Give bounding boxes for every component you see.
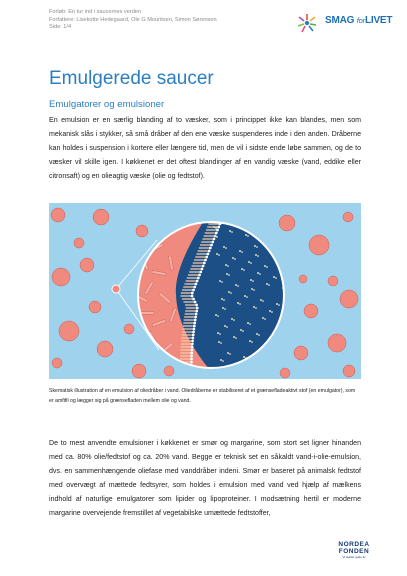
emulsifier-head (207, 253, 210, 256)
molecule-dot (264, 318, 266, 320)
molecule-dot (225, 247, 227, 249)
oil-droplet (280, 368, 290, 378)
emulsifier-head (203, 262, 206, 265)
oil-droplet (343, 212, 353, 222)
logo-word-livet: LIVET (364, 15, 393, 26)
molecule-dot (262, 317, 264, 319)
molecule-dot (239, 303, 241, 305)
molecule-dot (243, 269, 245, 271)
logo-word-for: for (356, 16, 365, 25)
molecule-dot (269, 310, 271, 312)
nordea-fonden-logo (334, 541, 374, 559)
oil-droplet (309, 235, 329, 255)
oil-droplet (124, 324, 134, 334)
molecule-dot (257, 272, 259, 274)
oil-droplet (304, 304, 318, 318)
molecule-dot (214, 235, 216, 237)
molecule-dot (257, 255, 259, 257)
molecule-dot (229, 353, 231, 355)
oil-droplet (97, 341, 113, 357)
oil-droplet (52, 268, 70, 286)
emulsifier-head (198, 274, 201, 277)
document-meta (49, 9, 217, 32)
molecule-dot (227, 265, 229, 267)
emulsifier-head (191, 295, 194, 298)
molecule-dot (218, 254, 220, 256)
emulsifier-head (190, 361, 193, 364)
molecule-dot (249, 323, 251, 325)
oil-droplet (89, 301, 101, 313)
molecule-dot (215, 227, 217, 229)
oil-droplet (343, 365, 355, 377)
emulsifier-head (192, 331, 195, 334)
molecule-dot (246, 296, 248, 298)
molecule-dot (275, 277, 277, 279)
molecule-dot (219, 333, 221, 335)
fat-rod (140, 312, 154, 315)
emulsifier-head (194, 319, 197, 322)
emulsifier-head (211, 241, 214, 244)
emulsifier-head (193, 328, 196, 331)
molecule-dot (233, 319, 235, 321)
zoomed-droplet (112, 285, 120, 293)
oil-droplet (299, 275, 307, 283)
molecule-dot (251, 341, 253, 343)
emulsifier-head (191, 292, 194, 295)
emulsifier-head (216, 229, 219, 232)
meta-line-page: Side: 1/4 (49, 24, 72, 31)
molecule-dot (260, 299, 262, 301)
nordea-logo-line1: NORDEA (338, 541, 370, 548)
molecule-dot (220, 359, 222, 361)
molecule-dot (253, 289, 255, 291)
emulsifier-head (190, 355, 193, 358)
molecule-dot (224, 325, 226, 327)
molecule-dot (221, 281, 223, 283)
molecule-dot (256, 246, 258, 248)
emulsifier-head (217, 226, 220, 229)
molecule-dot (249, 340, 251, 342)
molecule-dot (234, 258, 236, 260)
molecule-dot (232, 257, 234, 259)
emulsifier-head (192, 289, 195, 292)
molecule-dot (224, 308, 226, 310)
molecule-dot (250, 262, 252, 264)
molecule-dot (225, 264, 227, 266)
emulsifier-head (195, 313, 198, 316)
molecule-dot (235, 284, 237, 286)
emulsifier-head (195, 310, 198, 313)
molecule-dot (247, 235, 249, 237)
oil-droplet (340, 290, 358, 308)
molecule-dot (256, 333, 258, 335)
molecule-dot (223, 246, 225, 248)
molecule-dot (245, 234, 247, 236)
molecule-dot (242, 330, 244, 332)
molecule-dot (266, 266, 268, 268)
meta-line-course: Forløb: En tur ind i saucernes verden (49, 9, 142, 15)
molecule-dot (228, 291, 230, 293)
molecule-dot (241, 251, 243, 253)
molecule-dot (217, 315, 219, 317)
molecule-dot (222, 360, 224, 362)
oil-droplet (52, 358, 62, 368)
oil-droplet (328, 276, 338, 286)
molecule-dot (243, 356, 245, 358)
meta-line-authors: Forfattere: Lisekotte Hedegaard, Ole G Mouritsen, Simon Sørensen (49, 16, 217, 23)
molecule-dot (241, 268, 243, 270)
molecule-dot (250, 279, 252, 281)
oil-droplet (164, 366, 174, 376)
molecule-dot (230, 292, 232, 294)
emulsifier-head (193, 322, 196, 325)
molecule-dot (252, 280, 254, 282)
molecule-dot (213, 226, 215, 228)
molecule-dot (278, 304, 280, 306)
emulsifier-head (199, 271, 202, 274)
molecule-dot (237, 285, 239, 287)
molecule-dot (217, 332, 219, 334)
molecule-dot (229, 230, 231, 232)
molecule-dot (262, 300, 264, 302)
emulsifier-head (197, 277, 200, 280)
molecule-dot (227, 352, 229, 354)
molecule-dot (226, 326, 228, 328)
oil-droplet (59, 321, 79, 341)
emulsifier-head (201, 268, 204, 271)
emulsifier-head (202, 265, 205, 268)
oil-droplet (136, 225, 148, 237)
emulsifier-head (208, 250, 211, 253)
molecule-dot (240, 329, 242, 331)
molecule-dot (233, 336, 235, 338)
emulsifier-head (195, 304, 198, 307)
oil-droplet (279, 215, 295, 231)
emulsifier-head (205, 256, 208, 259)
molecule-dot (268, 284, 270, 286)
molecule-dot (216, 253, 218, 255)
molecule-dot (226, 273, 228, 275)
molecule-dot (255, 307, 257, 309)
molecule-dot (215, 314, 217, 316)
intro-paragraph: En emulsion er en særlig blanding af to væsker, som i princippet ikke kan blandes, men som mekanisk slås i stykker, så små dråber af den ene væske suspenderes inde i den anden. Dråberne kan holdes i suspension i kortere eller længere tid, men de vil i sidste ende løbe sammen, og de to væsker vil skille igen. I køkkenet er det oftest blandinger af en vandig væske (vand, eddike eller citronsaft) og en olieagtig væske (olie og fedtstof). (49, 117, 361, 180)
molecule-dot (271, 311, 273, 313)
emulsifier-head (192, 334, 195, 337)
emulsifier-head (194, 316, 197, 319)
molecule-dot (248, 261, 250, 263)
molecule-dot (222, 307, 224, 309)
molecule-dot (247, 322, 249, 324)
emulsifier-head (190, 349, 193, 352)
molecule-dot (221, 298, 223, 300)
emulsifier-head (195, 283, 198, 286)
page-title: Emulgerede saucer (49, 68, 214, 89)
section-subtitle: Emulgatorer og emulsioner (49, 99, 165, 110)
nordea-logo-line2: FONDEN (338, 548, 370, 555)
emulsifier-head (215, 232, 218, 235)
molecule-dot (259, 273, 261, 275)
molecule-dot (231, 318, 233, 320)
molecule-dot (251, 288, 253, 290)
molecule-dot (253, 306, 255, 308)
emulsifier-head (190, 358, 193, 361)
oil-droplet (93, 209, 109, 225)
molecule-dot (276, 303, 278, 305)
emulsifier-head (190, 352, 193, 355)
oil-droplet (294, 346, 308, 360)
molecule-dot (231, 231, 233, 233)
molecule-dot (220, 342, 222, 344)
molecule-dot (216, 236, 218, 238)
oil-droplet (132, 364, 146, 378)
molecule-dot (258, 334, 260, 336)
logo-word-smag: SMAG (325, 15, 355, 26)
nordea-tagline: Vi støtter gode liv (342, 555, 366, 559)
molecule-dot (266, 283, 268, 285)
emulsifier-head (194, 301, 197, 304)
oil-droplet (80, 258, 94, 272)
emulsifier-head (213, 238, 216, 241)
emulsifier-head (191, 337, 194, 340)
oil-droplet (328, 334, 346, 352)
molecule-dot (223, 299, 225, 301)
oil-droplet (74, 238, 84, 248)
molecule-dot (218, 341, 220, 343)
molecule-dot (219, 280, 221, 282)
molecule-dot (237, 302, 239, 304)
emulsifier-head (192, 298, 195, 301)
emulsifier-head (191, 346, 194, 349)
emulsifier-head (196, 307, 199, 310)
molecule-dot (254, 245, 256, 247)
molecule-dot (228, 274, 230, 276)
emulsion-illustration (49, 203, 361, 379)
molecule-dot (273, 276, 275, 278)
molecule-dot (264, 265, 266, 267)
emulsifier-head (193, 325, 196, 328)
body-paragraph: De to mest anvendte emulsioner i køkkenet er smør og margarine, som stort set ligner hinanden med ca. 80% olie/fedtstof og ca. 20% vand. Begge er teknisk set en såkaldt vand-i-olie-emulsion, dvs. en sammenhængende oliefase med vanddråber indeni. Smør er baseret på animalsk fedtstof med overvægt af mættede fedtsyrer, som holdes i emulsion med vand ved hjælp af mælkens indhold af naturlige emulgatorer som lipider og lipoproteiner. I modsætning hertil er moderne margarine overvejende fremstillet af vegetabilske umættede fedtstoffer, (49, 440, 361, 517)
molecule-dot (239, 250, 241, 252)
emulsifier-head (196, 280, 199, 283)
smag-for-livet-wordmark (325, 15, 392, 26)
molecule-dot (255, 254, 257, 256)
emulsifier-head (204, 259, 207, 262)
figure-caption: Skematisk illustration af en emulsion af oliedråber i vand. Oliedråberne er stabiliseret af et grænsefladeaktivt stof (en emulgator), som er amfifil og lægger sig på grænsefladen mellem olie og vand. (49, 388, 356, 404)
molecule-dot (235, 337, 237, 339)
molecule-dot (244, 295, 246, 297)
emulsifier-head (191, 343, 194, 346)
emulsifier-head (209, 247, 212, 250)
emulsifier-head (191, 340, 194, 343)
emulsifier-head (193, 286, 196, 289)
oil-droplet (51, 208, 65, 222)
emulsifier-head (210, 244, 213, 247)
